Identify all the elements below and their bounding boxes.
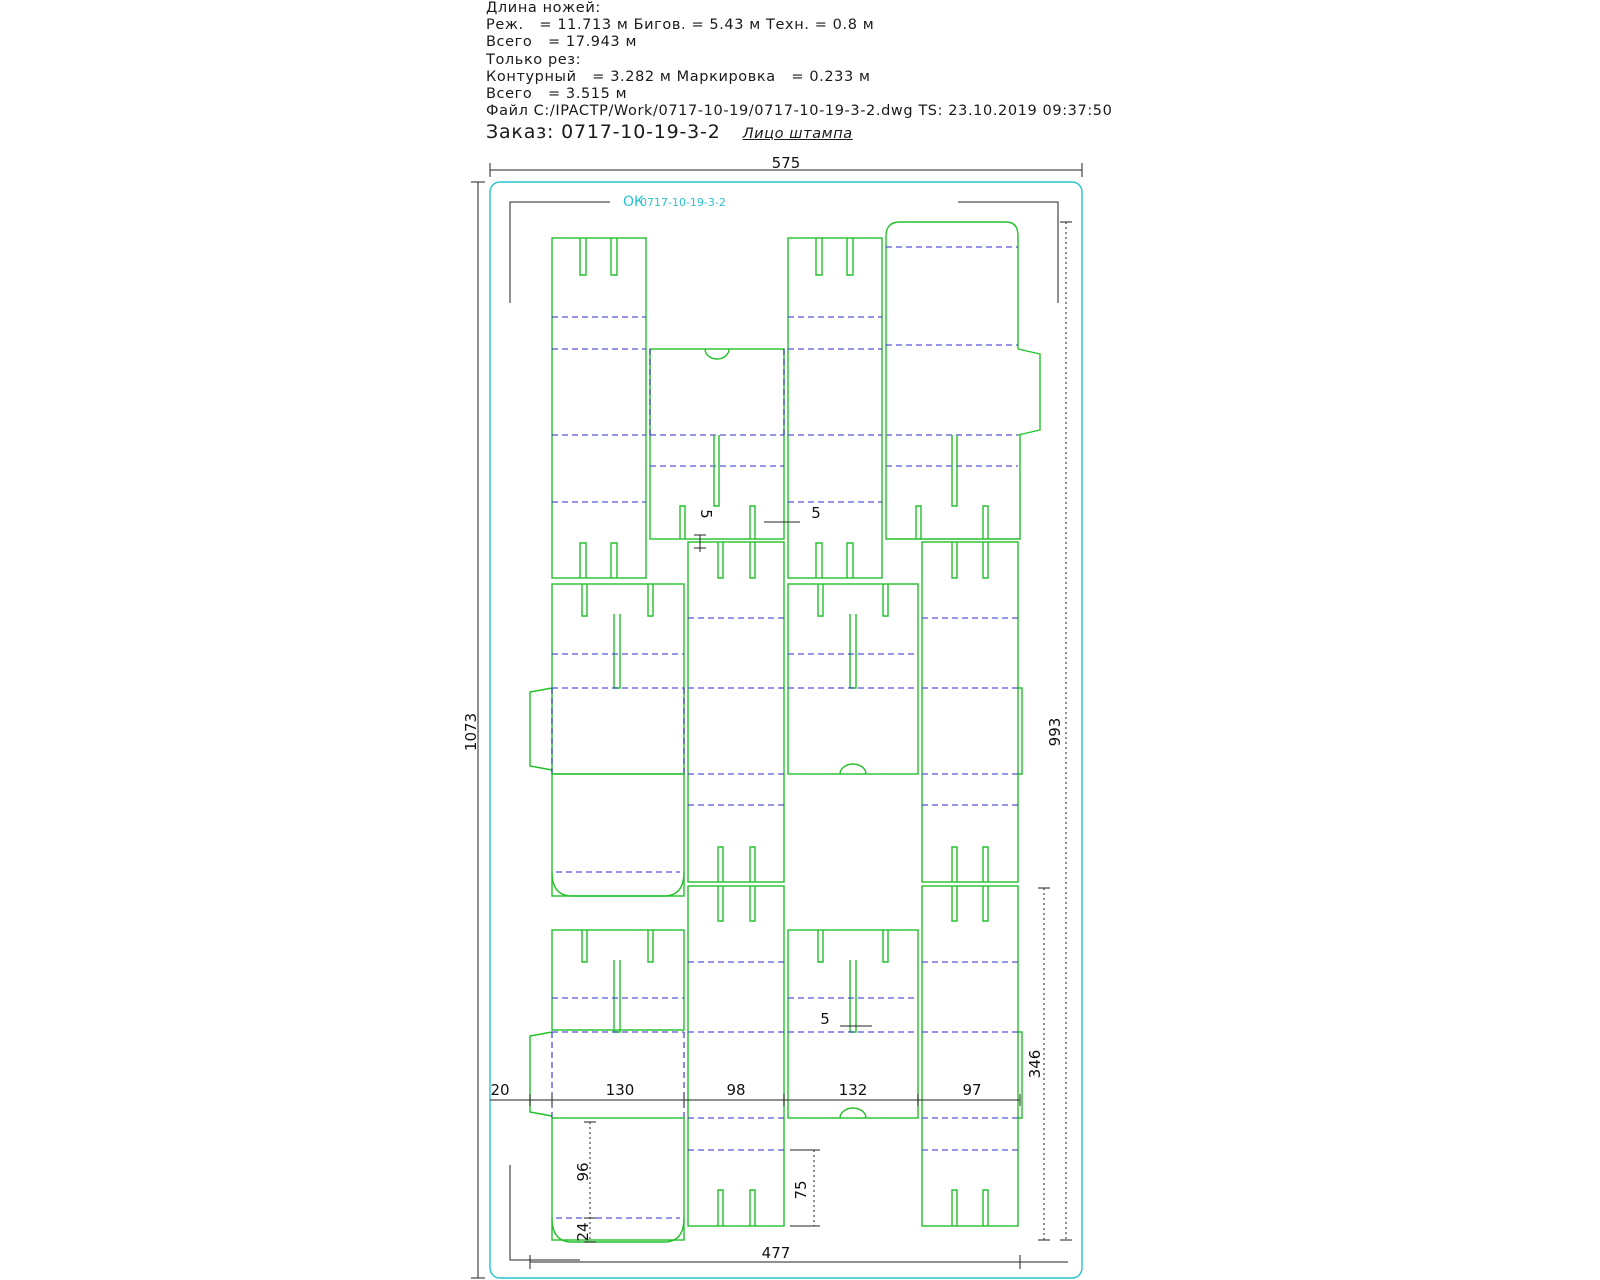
stamp-code: 0717-10-19-3-2 xyxy=(640,196,726,209)
file-path-timestamp: Файл C:/IPACTP/Work/0717-10-19/0717-10-19-3-2.dwg TS: 23.10.2019 09:37:50 xyxy=(486,103,1113,120)
corner-marks xyxy=(510,202,1068,1262)
dim-height-total: 1073 xyxy=(462,712,480,752)
dim-lower-height: 346 xyxy=(1026,1049,1044,1079)
order-label: Заказ: xyxy=(486,121,555,144)
stamp-logo: ОК xyxy=(623,194,644,210)
face-of-die-label: Лицо штампа xyxy=(742,126,853,143)
order-number: 0717-10-19-3-2 xyxy=(561,121,721,144)
dim-width-total: 575 xyxy=(771,154,801,172)
box-blank-8 xyxy=(922,542,1022,882)
dim-inner-height: 993 xyxy=(1046,717,1064,747)
box-blank-6 xyxy=(688,542,784,882)
box-blank-2 xyxy=(650,349,784,539)
knife-length-cut-crease: Реж. = 11.713 м Бигов. = 5.43 м Техн. = 0.8 м xyxy=(486,17,875,34)
box-blank-10 xyxy=(688,886,784,1226)
dim-v96: 96 xyxy=(574,1162,592,1182)
cut-only-title: Только рез: xyxy=(486,51,582,68)
knife-length-title: Длина ножей: xyxy=(486,0,601,16)
dimension-lines xyxy=(471,163,1082,1278)
contour-marking-length: Контурный = 3.282 м Маркировка = 0.233 м xyxy=(486,68,871,85)
dim-gap-a: 5 xyxy=(697,509,715,519)
dim-v24: 24 xyxy=(574,1222,592,1242)
box-blank-3 xyxy=(788,238,882,578)
dim-gap-b: 5 xyxy=(811,504,821,522)
box-blank-4 xyxy=(886,222,1040,539)
dim-margin-left: 20 xyxy=(490,1081,510,1099)
box-blank-12 xyxy=(922,886,1022,1226)
box-blank-1 xyxy=(552,238,646,578)
cut-only-total: Всего = 3.515 м xyxy=(486,86,628,103)
box-blank-7 xyxy=(788,584,918,774)
dim-gap-c: 5 xyxy=(820,1010,830,1028)
dim-bottom-width: 477 xyxy=(761,1244,791,1262)
dim-col4: 97 xyxy=(962,1081,982,1099)
board-outline xyxy=(490,182,1082,1278)
dim-col2: 98 xyxy=(726,1081,746,1099)
box-blank-5 xyxy=(530,584,684,896)
dim-col3: 132 xyxy=(838,1081,868,1099)
dim-v75: 75 xyxy=(792,1180,810,1200)
knife-length-total: Всего = 17.943 м xyxy=(486,34,637,51)
dim-col1: 130 xyxy=(605,1081,635,1099)
